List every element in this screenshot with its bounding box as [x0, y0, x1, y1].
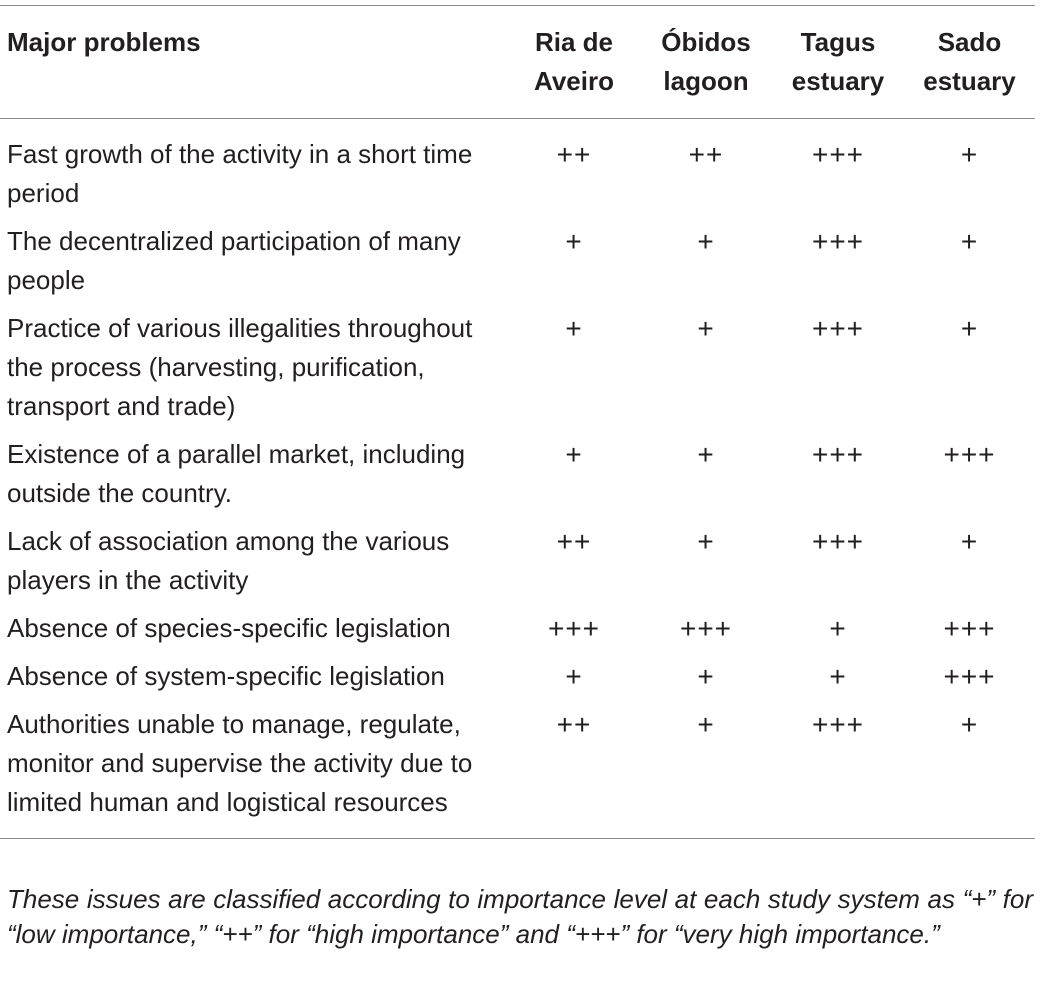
rating-sado-estuary: +++ — [943, 613, 996, 644]
rating-obidos-lagoon: + — [697, 526, 715, 557]
rating-ria-de-aveiro: +++ — [547, 613, 601, 644]
problem-cell: Absence of system-specific legislation — [7, 661, 445, 691]
header-line: estuary — [791, 66, 885, 96]
table-row — [0, 119, 1035, 214]
table-row — [0, 300, 1035, 426]
rating-obidos-lagoon: + — [697, 709, 715, 740]
header-line: Ria de — [534, 27, 614, 57]
rating-sado-estuary: + — [960, 526, 979, 557]
header-major-problems: Major problems — [7, 27, 201, 57]
rating-ria-de-aveiro: ++ — [556, 709, 592, 740]
table-row — [0, 600, 1035, 648]
table-row — [0, 696, 1035, 839]
header-line: estuary — [923, 66, 1016, 96]
rating-tagus-estuary: + — [829, 661, 847, 692]
rating-ria-de-aveiro: + — [565, 661, 583, 692]
rating-tagus-estuary: +++ — [811, 313, 865, 344]
header-line: lagoon — [663, 66, 749, 96]
header-row — [0, 6, 1035, 119]
rating-ria-de-aveiro: ++ — [556, 139, 592, 170]
rating-obidos-lagoon: + — [697, 661, 715, 692]
table-footnote: These issues are classified according to importance level at each study system as “+” for “low importance,” “++” for “high importance” and “+++” for “very high importance.” — [7, 884, 1033, 949]
rating-sado-estuary: + — [960, 139, 979, 170]
problem-cell: Practice of various illegalities throughout the process (harvesting, purification, transport and trade) — [7, 313, 473, 421]
header-line: Óbidos — [661, 27, 751, 57]
header-tagus-estuary — [772, 6, 904, 119]
rating-tagus-estuary: +++ — [811, 226, 865, 257]
rating-obidos-lagoon: + — [697, 226, 715, 257]
rating-ria-de-aveiro: ++ — [556, 526, 592, 557]
rating-obidos-lagoon: + — [697, 439, 715, 470]
problem-cell: Lack of association among the various players in the activity — [7, 526, 450, 595]
header-line: Sado — [937, 27, 1002, 57]
rating-obidos-lagoon: ++ — [688, 139, 724, 170]
rating-obidos-lagoon: +++ — [679, 613, 733, 644]
table-row — [0, 648, 1035, 696]
header-sado-estuary — [904, 6, 1035, 119]
table-row — [0, 213, 1035, 300]
header-line: Tagus — [800, 27, 876, 57]
rating-sado-estuary: + — [960, 226, 979, 257]
rating-ria-de-aveiro: + — [565, 226, 583, 257]
header-ria-de-aveiro — [508, 6, 640, 119]
header-obidos-lagoon — [640, 6, 772, 119]
rating-sado-estuary: + — [960, 709, 979, 740]
rating-tagus-estuary: +++ — [811, 139, 865, 170]
header-line: Aveiro — [534, 66, 614, 96]
rating-ria-de-aveiro: + — [565, 313, 583, 344]
table-row — [0, 513, 1035, 600]
rating-tagus-estuary: + — [829, 613, 847, 644]
rating-tagus-estuary: +++ — [811, 709, 865, 740]
rating-ria-de-aveiro: + — [565, 439, 583, 470]
problems-table — [0, 5, 1035, 839]
problem-cell: Authorities unable to manage, regulate, monitor and supervise the activity due to limited human and logistical resources — [7, 709, 473, 817]
rating-sado-estuary: + — [960, 313, 979, 344]
problem-cell: Existence of a parallel market, including outside the country. — [7, 439, 466, 508]
rating-tagus-estuary: +++ — [811, 526, 865, 557]
rating-sado-estuary: +++ — [943, 661, 996, 692]
table-header — [0, 6, 1035, 119]
problem-cell: Fast growth of the activity in a short time period — [7, 139, 473, 208]
table-body — [0, 119, 1035, 839]
rating-obidos-lagoon: + — [697, 313, 715, 344]
problem-cell: Absence of species-specific legislation — [7, 613, 451, 643]
rating-tagus-estuary: +++ — [811, 439, 865, 470]
rating-sado-estuary: +++ — [943, 439, 996, 470]
problem-cell: The decentralized participation of many people — [7, 226, 461, 295]
table-row — [0, 426, 1035, 513]
